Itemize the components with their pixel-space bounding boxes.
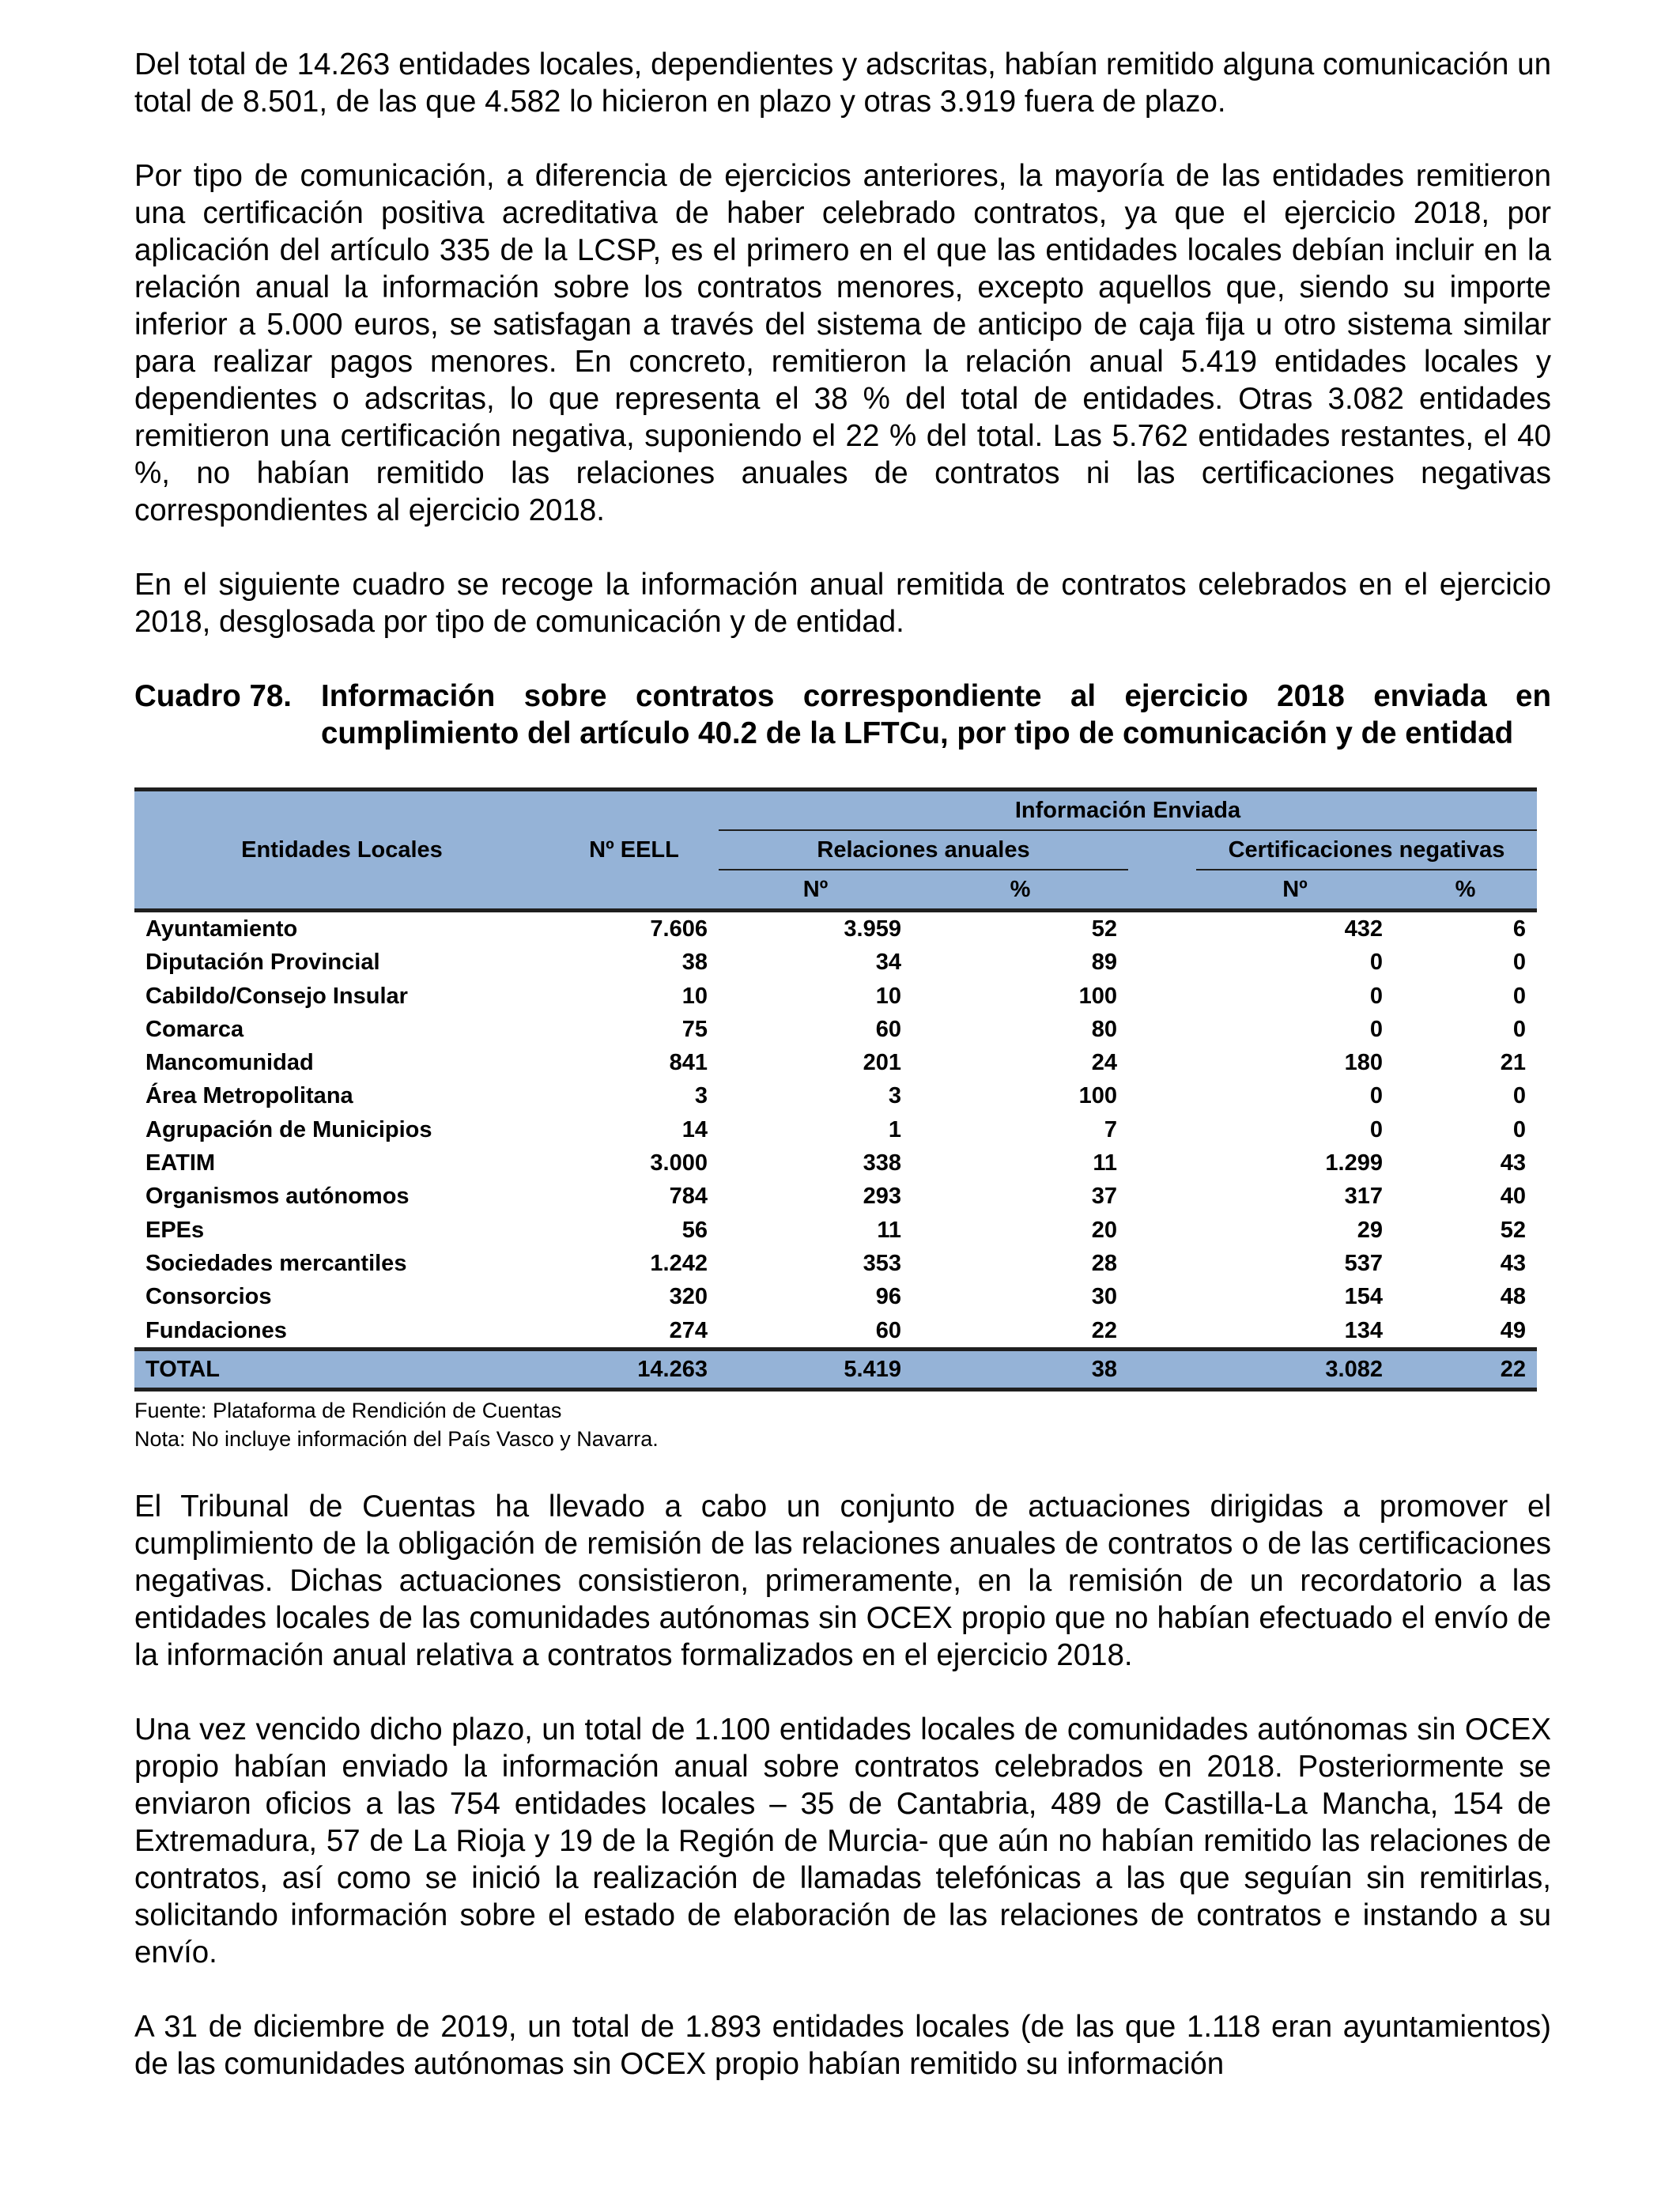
- table-row: [134, 1314, 1537, 1350]
- cell-cert-num: 180: [1344, 1050, 1383, 1076]
- cell-cert-pct: 40: [1500, 1184, 1526, 1210]
- cell-cert-pct: 52: [1500, 1217, 1526, 1243]
- cell-entity: EATIM: [145, 1150, 216, 1176]
- cell-rel-pct: 28: [1091, 1250, 1117, 1276]
- cell-entity: Agrupación de Municipios: [145, 1116, 432, 1142]
- cell-entity: Cabildo/Consejo Insular: [145, 983, 408, 1009]
- cell-cert-num: 29: [1357, 1217, 1383, 1243]
- cell-cert-pct: 0: [1512, 1116, 1526, 1142]
- cell-spacer: [1128, 1180, 1196, 1213]
- cell-cert-num: 0: [1369, 1083, 1383, 1109]
- cell-rel-num: 353: [863, 1250, 901, 1276]
- cell-rel-num: 3.959: [844, 916, 901, 942]
- table-row: [134, 1113, 1537, 1146]
- cell-cert-num: 1.299: [1325, 1150, 1383, 1176]
- table-row: [134, 911, 1537, 946]
- cell-rel-num: 3: [888, 1083, 901, 1109]
- cell-entity: Área Metropolitana: [145, 1083, 353, 1109]
- cell-rel-num: 201: [863, 1050, 901, 1076]
- cell-spacer: [1128, 1013, 1196, 1046]
- table-source: Fuente: Plataforma de Rendición de Cuentas: [134, 1398, 562, 1422]
- table-row: [134, 1046, 1537, 1079]
- cell-spacer: [1128, 1046, 1196, 1079]
- cell-entity: Ayuntamiento: [145, 916, 298, 942]
- cell-eell: 784: [669, 1184, 708, 1210]
- paragraph: Del total de 14.263 entidades locales, dependientes y adscritas, habían remitido alguna comunicación un total de 8.501, de las que 4.582 lo hicieron en plazo y otras 3.919 fuera de plazo.: [134, 47, 1551, 119]
- table-row: [134, 1146, 1537, 1180]
- cell-rel-num: 5.419: [719, 1349, 912, 1389]
- cell-rel-pct: 30: [1091, 1284, 1117, 1310]
- cell-rel-pct: 24: [1091, 1050, 1117, 1076]
- paragraph: Una vez vencido dicho plazo, un total de 1.100 entidades locales de comunidades autónomas sin OCEX propio habían enviado la información anual sobre contratos celebrados en 2018. Posteriormente se enviaron oficios a las 754 entidades locales – 35 de Cantabria, 489 de Castilla-La Mancha, 154 de Extremadura, 57 de La Rioja y 19 de la Región de Murcia- que aún no habían remitido las relaciones de contratos, así como se inició la realización de llamadas telefónicas a las que seguían sin remitirlas, solicitando información sobre el estado de elaboración de las relaciones de contratos e instando a su envío.: [134, 1712, 1551, 1969]
- cell-rel-pct: 37: [1091, 1184, 1117, 1210]
- cell-entity: Consorcios: [145, 1284, 272, 1310]
- header-cert-porcentaje: %: [1455, 876, 1476, 902]
- cell-cert-num: 0: [1369, 950, 1383, 976]
- header-rel-porcentaje: %: [1010, 876, 1031, 902]
- cell-cert-num: 134: [1344, 1317, 1383, 1343]
- cell-spacer: [1128, 946, 1196, 979]
- cell-cert-pct: 0: [1512, 1016, 1526, 1042]
- cell-rel-pct: 20: [1091, 1217, 1117, 1243]
- cell-entity: Organismos autónomos: [145, 1184, 410, 1210]
- cell-cert-num: 537: [1344, 1250, 1383, 1276]
- table-caption-number: Cuadro 78.: [134, 679, 292, 713]
- paragraph: A 31 de diciembre de 2019, un total de 1.893 entidades locales (de las que 1.118 eran ayuntamientos) de las comunidades autónomas sin OCEX propio habían remitido su información: [134, 2009, 1551, 2081]
- header-spacer: [1128, 870, 1196, 911]
- cell-eell: 14.263: [549, 1349, 719, 1389]
- table-note: Nota: No incluye información del País Vasco y Navarra.: [134, 1426, 659, 1451]
- table-notes: [134, 1396, 1551, 1453]
- cell-cert-num: 154: [1344, 1284, 1383, 1310]
- cell-rel-num: 34: [875, 950, 901, 976]
- table-row: [134, 1180, 1537, 1213]
- cell-rel-pct: 11: [1093, 1150, 1117, 1176]
- cell-cert-pct: 21: [1500, 1050, 1526, 1076]
- cell-cert-pct: 0: [1512, 983, 1526, 1009]
- cell-entity: Mancomunidad: [145, 1050, 314, 1076]
- cell-rel-pct: 38: [912, 1349, 1128, 1389]
- table-row: [134, 1214, 1537, 1247]
- cell-rel-num: 10: [875, 983, 901, 1009]
- cell-entity: Comarca: [145, 1016, 244, 1042]
- cell-spacer: [1128, 1280, 1196, 1313]
- cell-spacer: [1128, 911, 1196, 946]
- paragraph: En el siguiente cuadro se recoge la información anual remitida de contratos celebrados en el ejercicio 2018, desglosada por tipo de comunicación y de entidad.: [134, 568, 1551, 639]
- cell-entity: Sociedades mercantiles: [145, 1250, 407, 1276]
- cell-cert-pct: 0: [1512, 950, 1526, 976]
- cell-spacer: [1128, 1247, 1196, 1280]
- cell-entity: TOTAL: [134, 1349, 549, 1389]
- header-cert-numero: Nº: [1282, 876, 1308, 902]
- cell-rel-num: 60: [875, 1317, 901, 1343]
- cell-eell: 10: [681, 983, 708, 1009]
- cell-rel-pct: 100: [1078, 983, 1117, 1009]
- cell-spacer: [1128, 1314, 1196, 1350]
- paragraph: El Tribunal de Cuentas ha llevado a cabo un conjunto de actuaciones dirigidas a promover el cumplimiento de la obligación de remisión de las relaciones anuales de contratos o de las certificaciones negativas. Dichas actuaciones consistieron, primeramente, en la remisión de un recordatorio a las entidades locales de las comunidades autónomas sin OCEX propio que no habían efectuado el envío de la información anual relativa a contratos formalizados en el ejercicio 2018.: [134, 1489, 1551, 1672]
- table-row: [134, 980, 1537, 1013]
- cell-spacer: [1128, 1079, 1196, 1112]
- cell-cert-num: 0: [1369, 983, 1383, 1009]
- cell-spacer: [1128, 1146, 1196, 1180]
- cell-cert-pct: 43: [1500, 1250, 1526, 1276]
- cell-eell: 56: [681, 1217, 708, 1243]
- table-caption: [134, 678, 1551, 752]
- cell-cert-num: 0: [1369, 1116, 1383, 1142]
- header-relaciones-anuales: Relaciones anuales: [719, 830, 1128, 870]
- cell-cert-num: 0: [1369, 1016, 1383, 1042]
- table-row: [134, 946, 1537, 979]
- header-eell: Nº EELL: [549, 790, 719, 911]
- cell-rel-pct: 89: [1091, 950, 1117, 976]
- cell-cert-pct: 0: [1512, 1083, 1526, 1109]
- cell-entity: Fundaciones: [145, 1317, 287, 1343]
- cell-cert-num: 317: [1344, 1184, 1383, 1210]
- cell-spacer: [1128, 1214, 1196, 1247]
- table-header-row: [134, 790, 1537, 831]
- cell-rel-pct: 80: [1091, 1016, 1117, 1042]
- cell-eell: 38: [681, 950, 708, 976]
- cell-eell: 7.606: [650, 916, 708, 942]
- cell-entity: Diputación Provincial: [145, 950, 380, 976]
- cell-spacer: [1128, 980, 1196, 1013]
- header-rel-numero: Nº: [802, 876, 829, 902]
- cell-cert-pct: 48: [1500, 1284, 1526, 1310]
- header-entidades: Entidades Locales: [134, 790, 549, 911]
- cell-cert-pct: 43: [1500, 1150, 1526, 1176]
- table-row: [134, 1013, 1537, 1046]
- cell-eell: 1.242: [650, 1250, 708, 1276]
- table-row: [134, 1280, 1537, 1313]
- document-page: [134, 46, 1551, 2120]
- cell-rel-pct: 7: [1104, 1116, 1117, 1142]
- cell-cert-pct: 49: [1500, 1317, 1526, 1343]
- cell-cert-num: 3.082: [1196, 1349, 1394, 1389]
- data-table: [134, 787, 1537, 1392]
- cell-rel-pct: 100: [1078, 1083, 1117, 1109]
- cell-rel-num: 338: [863, 1150, 901, 1176]
- cell-eell: 841: [669, 1050, 708, 1076]
- cell-eell: 14: [681, 1116, 708, 1142]
- header-informacion-enviada: Información Enviada: [719, 790, 1537, 831]
- table-caption-title: Información sobre contratos correspondiente al ejercicio 2018 enviada en cumplimiento del artículo 40.2 de la LFTCu, por tipo de comunicación y de entidad: [321, 679, 1551, 750]
- cell-spacer: [1128, 1349, 1196, 1389]
- table-row: [134, 1079, 1537, 1112]
- cell-eell: 320: [669, 1284, 708, 1310]
- cell-rel-pct: 52: [1091, 916, 1117, 942]
- cell-eell: 274: [669, 1317, 708, 1343]
- cell-cert-num: 432: [1344, 916, 1383, 942]
- cell-rel-num: 11: [877, 1217, 901, 1243]
- header-certificaciones-negativas: Certificaciones negativas: [1196, 830, 1537, 870]
- cell-cert-pct: 6: [1512, 916, 1526, 942]
- cell-rel-num: 1: [888, 1116, 901, 1142]
- cell-eell: 3.000: [650, 1150, 708, 1176]
- header-spacer: [1128, 830, 1196, 870]
- cell-spacer: [1128, 1113, 1196, 1146]
- cell-eell: 3: [694, 1083, 708, 1109]
- cell-rel-num: 60: [875, 1016, 901, 1042]
- cell-rel-num: 96: [875, 1284, 901, 1310]
- cell-entity: EPEs: [145, 1217, 205, 1243]
- paragraph: Por tipo de comunicación, a diferencia de ejercicios anteriores, la mayoría de las entidades remitieron una certificación positiva acreditativa de haber celebrado contratos, ya que el ejercicio 2018, por aplicación del artículo 335 de la LCSP, es el primero en el que las entidades locales debían incluir en la relación anual la información sobre los contratos menores, excepto aquellos que, siendo su importe inferior a 5.000 euros, se satisfagan a través del sistema de anticipo de caja fija u otro sistema similar para realizar pagos menores. En concreto, remitieron la relación anual 5.419 entidades locales y dependientes o adscritas, lo que representa el 38 % del total de entidades. Otras 3.082 entidades remitieron una certificación negativa, suponiendo el 22 % del total. Las 5.762 entidades restantes, el 40 %, no habían remitido las relaciones anuales de contratos ni las certificaciones negativas correspondientes al ejercicio 2018.: [134, 159, 1551, 527]
- table-row: [134, 1247, 1537, 1280]
- table-total-row: [134, 1349, 1537, 1389]
- cell-rel-num: 293: [863, 1184, 901, 1210]
- cell-rel-pct: 22: [1091, 1317, 1117, 1343]
- cell-eell: 75: [681, 1016, 708, 1042]
- cell-cert-pct: 22: [1394, 1349, 1537, 1389]
